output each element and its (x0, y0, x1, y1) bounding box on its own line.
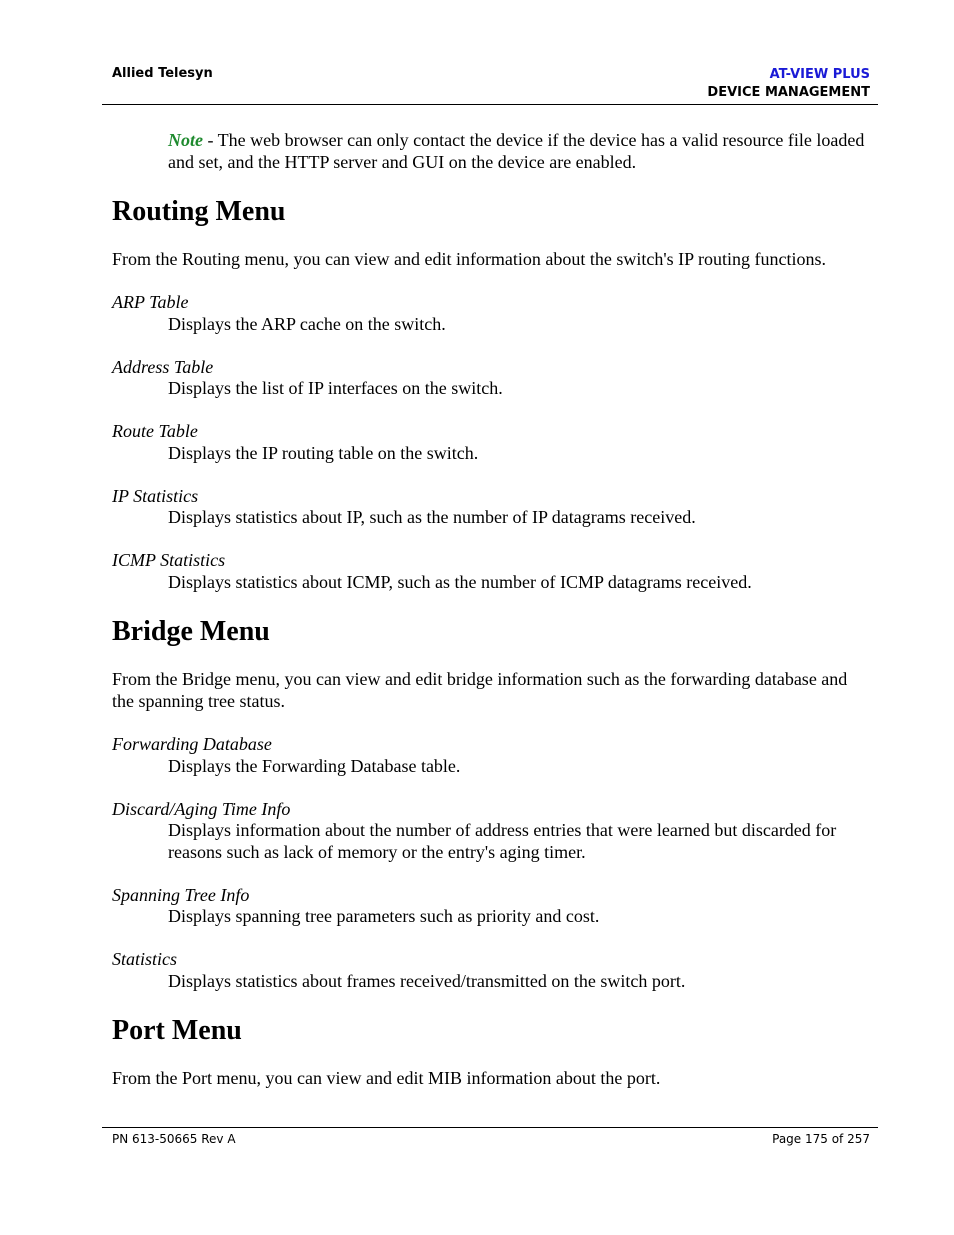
bridge-term-stats: Statistics (112, 949, 178, 969)
footer-page-number: Page 175 of 257 (772, 1132, 870, 1146)
routing-term-arp: ARP Table (112, 292, 189, 312)
bridge-desc-stp: Displays spanning tree parameters such as priority and cost. (168, 906, 600, 926)
routing-heading: Routing Menu (112, 196, 286, 227)
bridge-desc-fdb: Displays the Forwarding Database table. (168, 756, 461, 776)
port-intro: From the Port menu, you can view and edit MIB information about the port. (112, 1068, 661, 1088)
bridge-term-stp: Spanning Tree Info (112, 885, 250, 905)
header-rule (102, 104, 878, 105)
routing-desc-ip-stats: Displays statistics about IP, such as the number of IP datagrams received. (168, 507, 696, 527)
header-company: Allied Telesyn (112, 66, 213, 81)
note-paragraph (168, 129, 868, 173)
routing-term-address: Address Table (112, 357, 214, 377)
bridge-intro: From the Bridge menu, you can view and edit bridge information such as the forwarding database and the spanning tree status. (112, 669, 848, 711)
header-section: DEVICE MANAGEMENT (707, 85, 870, 100)
note-text: - The web browser can only contact the device if the device has a valid resource file loaded and set, and the HTTP server and GUI on the device are enabled. (168, 130, 865, 172)
footer-rule (102, 1127, 878, 1128)
bridge-heading: Bridge Menu (112, 616, 270, 647)
routing-term-route: Route Table (112, 421, 198, 441)
bridge-term-fdb: Forwarding Database (112, 734, 272, 754)
routing-desc-icmp-stats: Displays statistics about ICMP, such as the number of ICMP datagrams received. (168, 572, 752, 592)
bridge-desc-discard: Displays information about the number of address entries that were learned but discarded for reasons such as lack of memory or the entry's aging timer. (168, 820, 837, 862)
port-heading: Port Menu (112, 1015, 242, 1046)
note-label: Note (168, 130, 203, 150)
header-title-block (707, 66, 870, 102)
routing-term-icmp-stats: ICMP Statistics (112, 550, 226, 570)
header-product: AT-VIEW PLUS (769, 67, 870, 82)
routing-term-ip-stats: IP Statistics (112, 486, 199, 506)
footer-part-number: PN 613-50665 Rev A (112, 1132, 236, 1146)
routing-desc-route: Displays the IP routing table on the switch. (168, 443, 479, 463)
routing-desc-arp: Displays the ARP cache on the switch. (168, 314, 446, 334)
bridge-term-discard: Discard/Aging Time Info (112, 799, 291, 819)
bridge-desc-stats: Displays statistics about frames received/transmitted on the switch port. (168, 971, 686, 991)
routing-desc-address: Displays the list of IP interfaces on the switch. (168, 378, 503, 398)
routing-intro: From the Routing menu, you can view and edit information about the switch's IP routing functions. (112, 249, 826, 269)
